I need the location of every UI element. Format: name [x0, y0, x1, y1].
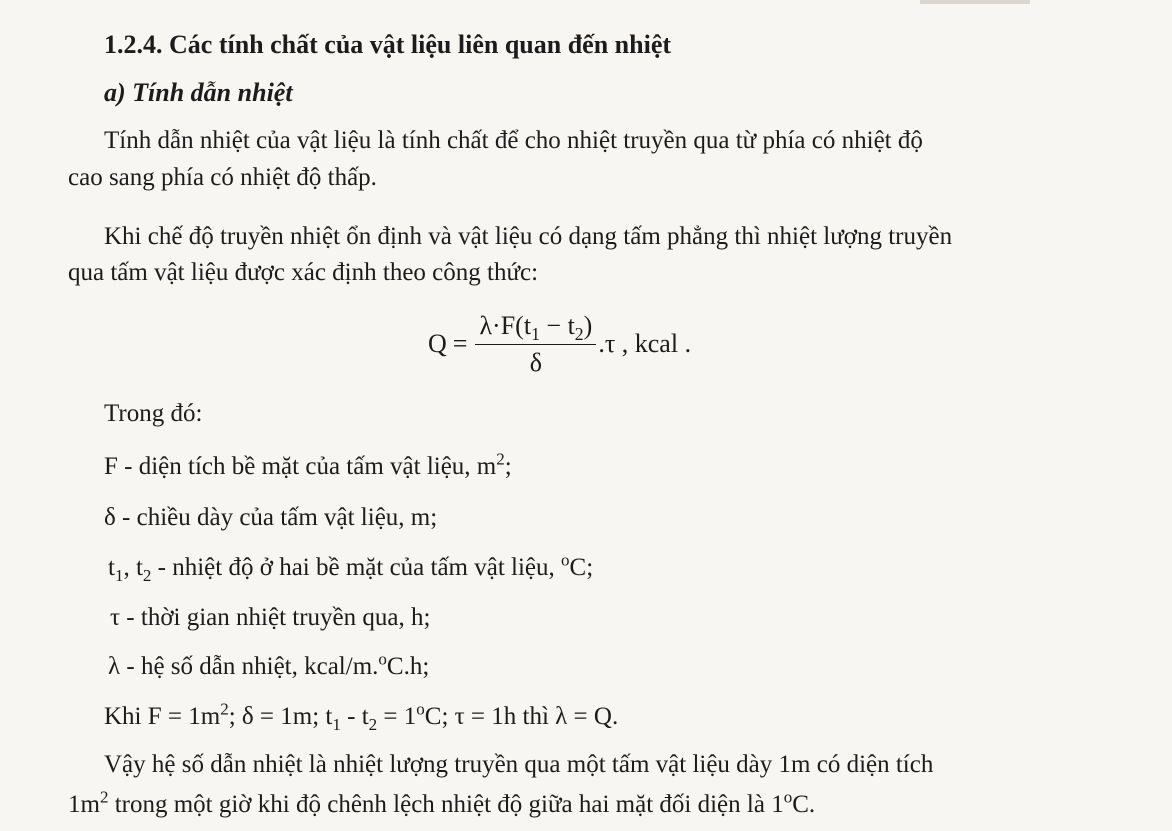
definition-F: F - diện tích bề mặt của tấm vật liệu, $m^2$; — [104, 449, 512, 480]
formula-lhs: Q — [428, 329, 447, 358]
paragraph-1-line-2: cao sang phía có nhiệt độ thấp. — [68, 164, 377, 191]
subsection-heading: a) Tính dẫn nhiệt — [104, 78, 293, 107]
formula-equals: = — [452, 329, 468, 358]
paragraph-2-line-1: Khi chế độ truyền nhiệt ổn định và vật liệu có dạng tấm phẳng thì nhiệt lượng truyền — [104, 223, 953, 250]
definition-lambda: λ - hệ số dẫn nhiệt, kcal/m.$^o$C.h; — [108, 649, 430, 680]
formula-denominator: δ — [529, 347, 543, 377]
scan-artifact — [920, 0, 1030, 4]
formula-fraction — [475, 310, 596, 379]
paragraph-2-line-2: qua tấm vật liệu được xác định theo công thức: — [68, 259, 539, 286]
formula-numerator: $\lambda\cdot F(t_1 - t_2)$ — [475, 310, 596, 345]
heat-conduction-formula — [428, 304, 691, 384]
conclusion-line-1: Vậy hệ số dẫn nhiệt là nhiệt lượng truyền qua một tấm vật liệu dày 1m có diện tích — [104, 751, 934, 778]
definition-delta: δ - chiều dày của tấm vật liệu, m; — [104, 504, 438, 531]
condition-line: Khi $F = 1m^2$; δ = 1m; $t_1 - t_2 = 1^oC$; τ = 1h thì λ = Q. — [104, 699, 619, 734]
conclusion-line-2: $1m^2$ trong một giờ khi độ chênh lệch nhiệt độ giữa hai mặt đối diện là 1$^o$C. — [68, 787, 816, 818]
definition-t: $t_1$, $t_2$ - nhiệt độ ở hai bề mặt của tấm vật liệu, $^o$C; — [108, 550, 594, 585]
section-heading: 1.2.4. Các tính chất của vật liệu liên quan đến nhiệt — [104, 30, 672, 59]
formula-suffix: .τ , kcal . — [598, 329, 692, 358]
definition-tau: τ - thời gian nhiệt truyền qua, h; — [110, 604, 431, 631]
paragraph-1-line-1: Tính dẫn nhiệt của vật liệu là tính chất để cho nhiệt truyền qua từ phía có nhiệt độ — [104, 127, 923, 154]
definitions-intro: Trong đó: — [104, 400, 203, 427]
